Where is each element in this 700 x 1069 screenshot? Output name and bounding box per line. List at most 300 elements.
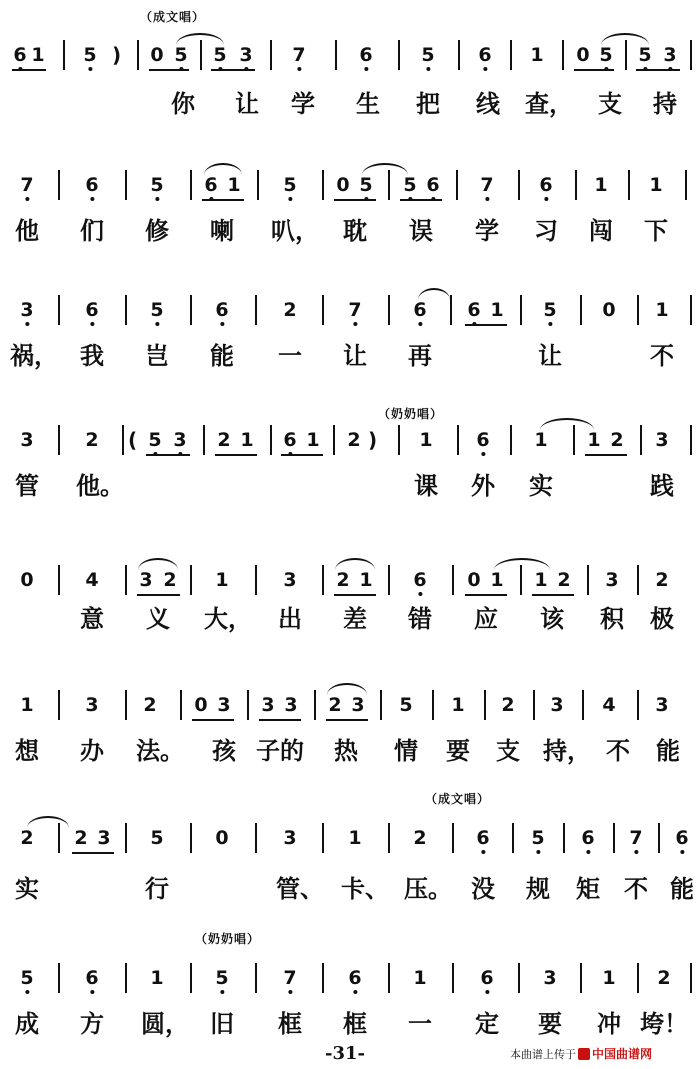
lyric: 不: [606, 736, 630, 765]
lyric: 管: [15, 471, 39, 500]
note: 1: [490, 569, 504, 591]
note: 6: [675, 828, 688, 848]
underline: [215, 454, 257, 456]
underline: [259, 719, 301, 721]
barline: [122, 425, 124, 455]
barline: [432, 690, 434, 720]
note: 4: [85, 569, 99, 591]
score-system: [0, 525, 700, 655]
lyric: 情: [394, 736, 418, 765]
note: 3: [85, 694, 99, 716]
note: 3: [217, 694, 231, 716]
lyric: 义: [146, 604, 170, 633]
note: 5: [599, 45, 612, 65]
notes-row: [0, 430, 700, 470]
lyric: 让: [538, 341, 562, 370]
lyric: 误: [409, 216, 433, 245]
barline: [333, 425, 335, 455]
barline: [563, 823, 565, 853]
barline: [380, 690, 382, 720]
lyric: 们: [80, 216, 104, 245]
role-label: （奶奶唱）: [378, 407, 444, 421]
barline: [270, 425, 272, 455]
note: 6: [13, 45, 26, 65]
bracket: (: [128, 428, 138, 452]
underline: [465, 594, 507, 596]
barline: [190, 823, 192, 853]
lyric: 支: [496, 736, 520, 765]
lyric: 我: [80, 341, 104, 370]
barline: [125, 823, 127, 853]
note: 5: [403, 175, 416, 195]
barline: [125, 963, 127, 993]
barline: [190, 565, 192, 595]
underline: [149, 69, 189, 71]
barline: [613, 823, 615, 853]
barline: [573, 425, 575, 455]
lyric: 一: [408, 1009, 432, 1038]
note: 2: [557, 569, 571, 591]
barline: [575, 170, 577, 200]
note: 6: [348, 968, 361, 988]
note: 0: [20, 569, 34, 591]
lyrics-row: [0, 90, 700, 120]
lyrics-row: [0, 1010, 700, 1040]
barline: [314, 690, 316, 720]
note: 0: [336, 174, 350, 196]
underline: [636, 69, 680, 71]
lyric: 实: [529, 471, 553, 500]
underline: [574, 69, 614, 71]
barline: [580, 963, 582, 993]
barline: [322, 823, 324, 853]
lyric: 子的: [256, 736, 304, 765]
barline: [512, 823, 514, 853]
note: 5: [83, 45, 96, 65]
barline: [690, 425, 692, 455]
note: 2: [657, 967, 671, 989]
barline: [457, 425, 459, 455]
barline: [125, 565, 127, 595]
barline: [398, 40, 400, 70]
note: 1: [490, 299, 504, 321]
lyric: 学: [475, 216, 499, 245]
note: 3: [655, 694, 669, 716]
note: 2: [143, 694, 157, 716]
notes-row: [0, 695, 700, 735]
barline: [180, 690, 182, 720]
lyric: 祸，: [10, 341, 58, 370]
lyric: 垮！: [640, 1009, 688, 1038]
barline: [690, 963, 692, 993]
barline: [456, 170, 458, 200]
note: 1: [150, 967, 164, 989]
barline: [190, 170, 192, 200]
note: 6: [476, 430, 489, 450]
note: 6: [476, 828, 489, 848]
barline: [335, 40, 337, 70]
underline: [281, 454, 323, 456]
score-system: [0, 385, 700, 515]
barline: [190, 295, 192, 325]
note: 6: [215, 300, 228, 320]
notes-row: [0, 45, 700, 85]
slur: [138, 558, 178, 570]
slur: [418, 288, 450, 300]
note: 6: [581, 828, 594, 848]
barline: [388, 823, 390, 853]
bracket: ): [368, 428, 378, 452]
barline: [247, 690, 249, 720]
note: 2: [74, 827, 88, 849]
note: 1: [594, 174, 608, 196]
lyric: 框: [278, 1009, 302, 1038]
note: 3: [283, 569, 297, 591]
site-logo-icon: [578, 1048, 590, 1060]
barline: [388, 963, 390, 993]
lyric: 践: [650, 471, 674, 500]
note: 0: [467, 569, 481, 591]
underline: [465, 324, 507, 326]
lyric: 压。: [404, 874, 452, 903]
note: 3: [20, 429, 34, 451]
role-label: （成文唱）: [140, 10, 206, 24]
underline: [202, 199, 244, 201]
note: 3: [543, 967, 557, 989]
barline: [533, 690, 535, 720]
note: 6: [413, 300, 426, 320]
lyric: 不: [624, 874, 648, 903]
lyric: 习: [534, 216, 558, 245]
note: 5: [150, 175, 163, 195]
lyric: 热: [334, 736, 358, 765]
lyric: 再: [408, 341, 432, 370]
note: 1: [240, 429, 254, 451]
note: 1: [306, 429, 320, 451]
score-system: [0, 920, 700, 1050]
note: 6: [283, 430, 296, 450]
lyric: 耽: [343, 216, 367, 245]
note: 2: [501, 694, 515, 716]
note: 1: [534, 569, 548, 591]
page-number: -31-: [325, 1043, 365, 1064]
notes-row: [0, 300, 700, 340]
lyric: 冲: [597, 1009, 621, 1038]
barline: [520, 565, 522, 595]
lyric: 持: [653, 89, 677, 118]
barline: [450, 295, 452, 325]
lyric: 应: [474, 604, 498, 633]
lyric: 积: [600, 604, 624, 633]
credit-prefix: 本曲谱上传于: [510, 1048, 576, 1061]
barline: [322, 565, 324, 595]
lyrics-row: [0, 605, 700, 635]
barline: [190, 963, 192, 993]
note: 2: [85, 429, 99, 451]
note: 3: [284, 694, 298, 716]
barline: [562, 40, 564, 70]
barline: [658, 823, 660, 853]
barline: [580, 295, 582, 325]
note: 3: [605, 569, 619, 591]
lyric: 旧: [210, 1009, 234, 1038]
note: 1: [20, 694, 34, 716]
lyric: 法。: [136, 736, 184, 765]
lyric: 一: [278, 341, 302, 370]
lyric: 错: [408, 604, 432, 633]
lyric: 极: [650, 604, 674, 633]
barline: [690, 295, 692, 325]
lyric: 孩: [212, 736, 236, 765]
lyrics-row: [0, 875, 700, 905]
lyric: 管、: [276, 874, 324, 903]
barline: [322, 963, 324, 993]
note: 1: [649, 174, 663, 196]
note: 2: [655, 569, 669, 591]
note: 5: [531, 828, 544, 848]
note: 0: [576, 44, 590, 66]
lyric: 查，: [525, 89, 573, 118]
barline: [640, 425, 642, 455]
score-system: [0, 255, 700, 385]
note: 5: [215, 968, 228, 988]
lyrics-row: [0, 472, 700, 502]
barline: [63, 40, 65, 70]
lyrics-row: [0, 737, 700, 767]
notes-row: [0, 828, 700, 868]
underline: [137, 594, 180, 596]
barline: [388, 295, 390, 325]
note: 1: [419, 429, 433, 451]
barline: [628, 170, 630, 200]
note: 6: [85, 175, 98, 195]
barline: [58, 963, 60, 993]
lyric: 要: [446, 736, 470, 765]
barline: [690, 40, 692, 70]
score-system: [0, 790, 700, 920]
lyric: 让: [235, 89, 259, 118]
lyric: 他: [15, 216, 39, 245]
note: 3: [351, 694, 365, 716]
underline: [400, 199, 442, 201]
barline: [388, 565, 390, 595]
lyric: 不: [650, 341, 674, 370]
barline: [510, 40, 512, 70]
note: 7: [20, 175, 33, 195]
lyric: 想: [15, 736, 39, 765]
note: 5: [213, 45, 226, 65]
lyrics-row: [0, 342, 700, 372]
note: 1: [587, 429, 601, 451]
note: 2: [336, 569, 350, 591]
note: 4: [602, 694, 616, 716]
note: 1: [215, 569, 229, 591]
note: 5: [421, 45, 434, 65]
barline: [587, 565, 589, 595]
note: 2: [413, 827, 427, 849]
lyric: 生: [356, 89, 380, 118]
note: 7: [629, 828, 642, 848]
barline: [255, 823, 257, 853]
lyric: 大，: [204, 604, 252, 633]
barline: [137, 40, 139, 70]
lyric: 要: [538, 1009, 562, 1038]
lyric: 叭，: [271, 216, 319, 245]
barline: [518, 170, 520, 200]
slur: [327, 683, 367, 695]
note: 2: [347, 429, 361, 451]
note: 5: [638, 45, 651, 65]
barline: [125, 690, 127, 720]
note: 5: [174, 45, 187, 65]
underline: [211, 69, 255, 71]
lyric: 圆，: [141, 1009, 189, 1038]
lyric: 他。: [76, 471, 124, 500]
note: 6: [359, 45, 372, 65]
note: 0: [602, 299, 616, 321]
lyric: 修: [145, 216, 169, 245]
note: 7: [283, 968, 296, 988]
note: 1: [227, 174, 241, 196]
barline: [388, 170, 390, 200]
barline: [58, 565, 60, 595]
underline: [532, 594, 574, 596]
barline: [452, 565, 454, 595]
lyric: 课: [414, 471, 438, 500]
lyric: 学: [291, 89, 315, 118]
slur: [27, 816, 69, 828]
note: 1: [348, 827, 362, 849]
notes-row: [0, 175, 700, 215]
lyric: 规: [526, 874, 550, 903]
underline: [334, 199, 376, 201]
underline: [334, 594, 376, 596]
barline: [510, 425, 512, 455]
barline: [125, 295, 127, 325]
note: 3: [550, 694, 564, 716]
barline: [200, 40, 202, 70]
lyric: 差: [343, 604, 367, 633]
lyric: 办: [80, 736, 104, 765]
barline: [255, 963, 257, 993]
note: 1: [602, 967, 616, 989]
lyric: 实: [15, 874, 39, 903]
barline: [125, 170, 127, 200]
notes-row: [0, 968, 700, 1008]
underline: [146, 454, 190, 456]
lyric: 成: [15, 1009, 39, 1038]
barline: [203, 425, 205, 455]
note: 3: [139, 569, 153, 591]
note: 3: [261, 694, 275, 716]
score-system: [0, 650, 700, 780]
lyric: 闯: [589, 216, 613, 245]
lyric: 岂: [145, 341, 169, 370]
note: 6: [478, 45, 491, 65]
note: 0: [150, 44, 164, 66]
lyric: 意: [80, 604, 104, 633]
barline: [58, 823, 60, 853]
slur: [362, 163, 408, 175]
note: 5: [150, 300, 163, 320]
score-system: [0, 0, 700, 130]
barline: [398, 425, 400, 455]
barline: [452, 823, 454, 853]
barline: [58, 295, 60, 325]
barline: [58, 690, 60, 720]
underline: [326, 719, 368, 721]
barline: [637, 963, 639, 993]
note: 5: [399, 694, 413, 716]
barline: [322, 170, 324, 200]
note: 7: [292, 45, 305, 65]
barline: [637, 565, 639, 595]
lyric: 框: [343, 1009, 367, 1038]
note: 1: [413, 967, 427, 989]
underline: [12, 69, 46, 71]
underline: [585, 454, 627, 456]
lyric: 没: [471, 874, 495, 903]
note: 7: [348, 300, 361, 320]
barline: [637, 690, 639, 720]
note: 5: [283, 175, 296, 195]
note: 2: [610, 429, 624, 451]
barline: [458, 40, 460, 70]
score-system: [0, 130, 700, 260]
lyric: 行: [145, 874, 169, 903]
lyric: 让: [343, 341, 367, 370]
note: 6: [480, 968, 493, 988]
note: 2: [217, 429, 231, 451]
barline: [685, 170, 687, 200]
note: 5: [148, 430, 161, 450]
lyric: 把: [416, 89, 440, 118]
note: 1: [534, 429, 548, 451]
lyric: 持，: [543, 736, 591, 765]
lyrics-row: [0, 217, 700, 247]
note: 6: [204, 175, 217, 195]
lyric: 卡、: [341, 874, 389, 903]
lyric: 下: [644, 216, 668, 245]
note: 6: [467, 300, 480, 320]
note: 2: [328, 694, 342, 716]
barline: [58, 425, 60, 455]
note: 3: [283, 827, 297, 849]
note: 1: [655, 299, 669, 321]
barline: [484, 690, 486, 720]
note: 3: [663, 45, 676, 65]
slur: [540, 418, 594, 430]
barline: [255, 295, 257, 325]
note: 6: [413, 570, 426, 590]
barline: [255, 565, 257, 595]
barline: [637, 295, 639, 325]
site-credit: [510, 1045, 652, 1062]
lyric: 你: [171, 89, 195, 118]
barline: [518, 963, 520, 993]
slur: [335, 558, 375, 570]
note: 6: [85, 968, 98, 988]
note: 1: [359, 569, 373, 591]
lyric: 矩: [576, 874, 600, 903]
note: 5: [150, 827, 164, 849]
slur: [204, 163, 242, 175]
note: 5: [359, 175, 372, 195]
note: 1: [451, 694, 465, 716]
note: 3: [173, 430, 186, 450]
note: 3: [20, 300, 33, 320]
note: 1: [31, 44, 45, 66]
